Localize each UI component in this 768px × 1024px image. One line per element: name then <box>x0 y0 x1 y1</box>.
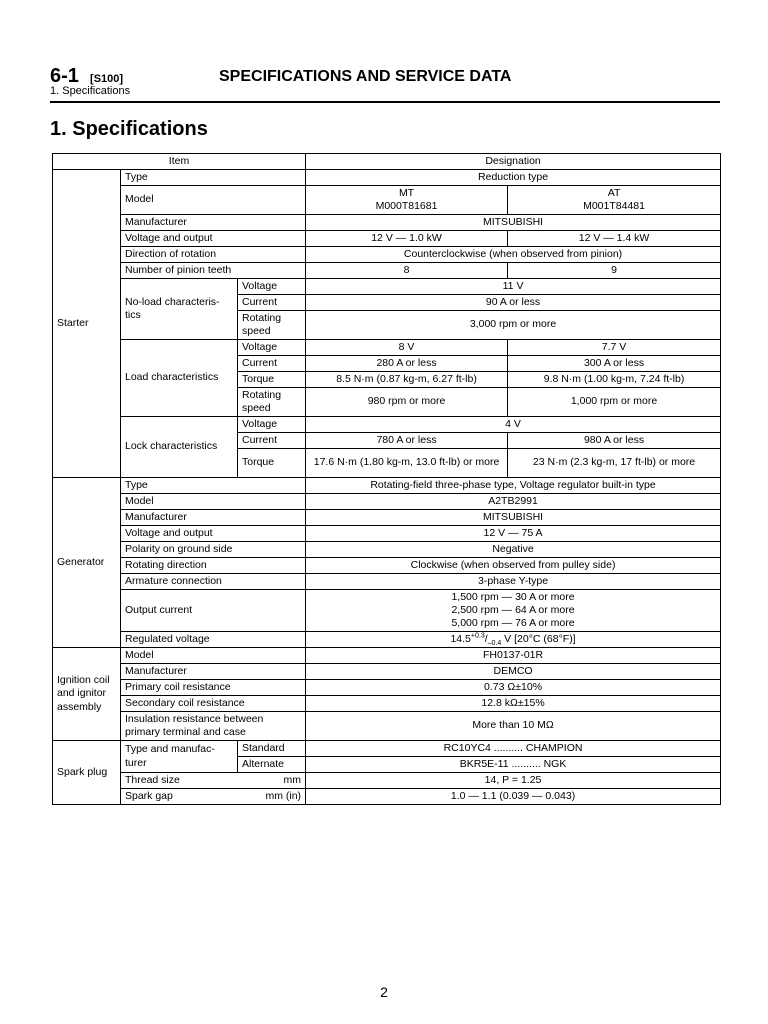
value-cell: 0.73 Ω±10% <box>306 680 721 696</box>
value-cell: Clockwise (when observed from pulley side) <box>306 558 721 574</box>
table-row <box>53 231 721 247</box>
item-label: Current <box>238 433 306 449</box>
value-cell: 7.7 V <box>508 340 721 356</box>
item-label: Output current <box>121 590 306 632</box>
table-row <box>53 648 721 664</box>
group-starter: Starter <box>53 170 121 478</box>
table-row <box>53 542 721 558</box>
item-label: Manufacturer <box>121 215 306 231</box>
value-cell: 8 V <box>306 340 508 356</box>
group-generator: Generator <box>53 478 121 648</box>
value-cell: 90 A or less <box>306 295 721 311</box>
table-row <box>53 526 721 542</box>
item-label: Rotating direction <box>121 558 306 574</box>
value-cell: 300 A or less <box>508 356 721 372</box>
table-row <box>53 279 721 295</box>
table-row <box>53 186 721 215</box>
item-label: Rotating speed <box>238 388 306 417</box>
value-cell: AT M001T84481 <box>508 186 721 215</box>
value-cell: FH0137-01R <box>306 648 721 664</box>
value-cell: 12 V — 1.0 kW <box>306 231 508 247</box>
value-cell: 9 <box>508 263 721 279</box>
specifications-table <box>52 153 721 805</box>
table-row <box>53 590 721 632</box>
item-label: Spark gap mm (in) <box>121 789 306 805</box>
value-cell: 1.0 — 1.1 (0.039 — 0.043) <box>306 789 721 805</box>
item-label: Torque <box>238 449 306 478</box>
page-number: 2 <box>380 984 388 1000</box>
value-cell: 1,000 rpm or more <box>508 388 721 417</box>
section-title: 1. Specifications <box>50 118 208 140</box>
section-number: 6-1 [S100] <box>50 65 124 87</box>
value-cell: 8 <box>306 263 508 279</box>
value-cell: 9.8 N·m (1.00 kg-m, 7.24 ft-lb) <box>508 372 721 388</box>
header-item: Item <box>53 154 306 170</box>
item-label: Rotating speed <box>238 311 306 340</box>
value-cell: 11 V <box>306 279 721 295</box>
table-row <box>53 558 721 574</box>
item-label: Type <box>121 170 306 186</box>
value-cell: 12 V — 75 A <box>306 526 721 542</box>
subgroup-noload: No-load characteris-tics <box>121 279 238 340</box>
table-row <box>53 574 721 590</box>
value-cell: Reduction type <box>306 170 721 186</box>
value-cell: 12.8 kΩ±15% <box>306 696 721 712</box>
item-label: Regulated voltage <box>121 632 306 648</box>
value-cell: 3-phase Y-type <box>306 574 721 590</box>
table-row <box>53 263 721 279</box>
subgroup-load: Load characteristics <box>121 340 238 417</box>
table-row <box>53 478 721 494</box>
item-label: Manufacturer <box>121 664 306 680</box>
header-subtitle: 1. Specifications <box>50 85 131 97</box>
table-row <box>53 215 721 231</box>
value-cell: MITSUBISHI <box>306 510 721 526</box>
header-designation: Designation <box>306 154 721 170</box>
value-cell: Rotating-field three-phase type, Voltage regulator built-in type <box>306 478 721 494</box>
value-cell: $14.5^{+0.3}/_{-0.4}$ V [20°C (68°F)] <box>306 632 721 648</box>
value-cell: 3,000 rpm or more <box>306 311 721 340</box>
item-label: Type and manufac-turer <box>121 741 238 773</box>
value-cell: Negative <box>306 542 721 558</box>
item-label: Model <box>121 494 306 510</box>
table-row <box>53 494 721 510</box>
value-cell: 12 V — 1.4 kW <box>508 231 721 247</box>
item-label: Current <box>238 295 306 311</box>
header-rule <box>50 101 720 103</box>
value-cell: 780 A or less <box>306 433 508 449</box>
item-label: Number of pinion teeth <box>121 263 306 279</box>
value-cell: More than 10 MΩ <box>306 712 721 741</box>
item-label: Alternate <box>238 757 306 773</box>
table-row <box>53 741 721 757</box>
table-row <box>53 696 721 712</box>
value-cell: 8.5 N·m (0.87 kg-m, 6.27 ft-lb) <box>306 372 508 388</box>
item-label: Standard <box>238 741 306 757</box>
table-row <box>53 664 721 680</box>
item-label: Polarity on ground side <box>121 542 306 558</box>
value-cell: BKR5E-11 .......... NGK <box>306 757 721 773</box>
item-label: Model <box>121 648 306 664</box>
table-row <box>53 170 721 186</box>
table-row <box>53 510 721 526</box>
item-label: Voltage <box>238 340 306 356</box>
item-label: Torque <box>238 372 306 388</box>
value-cell: 980 rpm or more <box>306 388 508 417</box>
item-label: Type <box>121 478 306 494</box>
section-code: [S100] <box>90 73 124 85</box>
item-label: Secondary coil resistance <box>121 696 306 712</box>
group-ignition: Ignition coil and ignitor assembly <box>53 648 121 741</box>
item-label: Insulation resistance between primary terminal and case <box>121 712 306 741</box>
table-row <box>53 680 721 696</box>
item-label: Model <box>121 186 306 215</box>
table-row <box>53 789 721 805</box>
table-row <box>53 632 721 648</box>
subgroup-lock: Lock characteristics <box>121 417 238 478</box>
table-row <box>53 773 721 789</box>
table-row <box>53 417 721 433</box>
value-cell: Counterclockwise (when observed from pinion) <box>306 247 721 263</box>
value-cell: RC10YC4 .......... CHAMPION <box>306 741 721 757</box>
value-cell: DEMCO <box>306 664 721 680</box>
value-cell: MT M000T81681 <box>306 186 508 215</box>
value-cell: 23 N·m (2.3 kg-m, 17 ft-lb) or more <box>508 449 721 478</box>
item-label: Primary coil resistance <box>121 680 306 696</box>
table-row <box>53 340 721 356</box>
value-cell: 980 A or less <box>508 433 721 449</box>
item-label: Thread size mm <box>121 773 306 789</box>
value-cell: 17.6 N·m (1.80 kg-m, 13.0 ft-lb) or more <box>306 449 508 478</box>
item-label: Voltage and output <box>121 231 306 247</box>
value-cell: MITSUBISHI <box>306 215 721 231</box>
value-cell: 14, P = 1.25 <box>306 773 721 789</box>
item-label: Armature connection <box>121 574 306 590</box>
document-title: SPECIFICATIONS AND SERVICE DATA <box>219 68 512 85</box>
table-row <box>53 247 721 263</box>
item-label: Voltage <box>238 279 306 295</box>
table-header-row <box>53 154 721 170</box>
item-label: Direction of rotation <box>121 247 306 263</box>
item-label: Current <box>238 356 306 372</box>
value-cell: 1,500 rpm — 30 A or more 2,500 rpm — 64 A or more 5,000 rpm — 76 A or more <box>306 590 721 632</box>
item-label: Voltage and output <box>121 526 306 542</box>
item-label: Voltage <box>238 417 306 433</box>
item-label: Manufacturer <box>121 510 306 526</box>
group-spark-plug: Spark plug <box>53 741 121 805</box>
value-cell: 4 V <box>306 417 721 433</box>
value-cell: 280 A or less <box>306 356 508 372</box>
table-row <box>53 712 721 741</box>
value-cell: A2TB2991 <box>306 494 721 510</box>
